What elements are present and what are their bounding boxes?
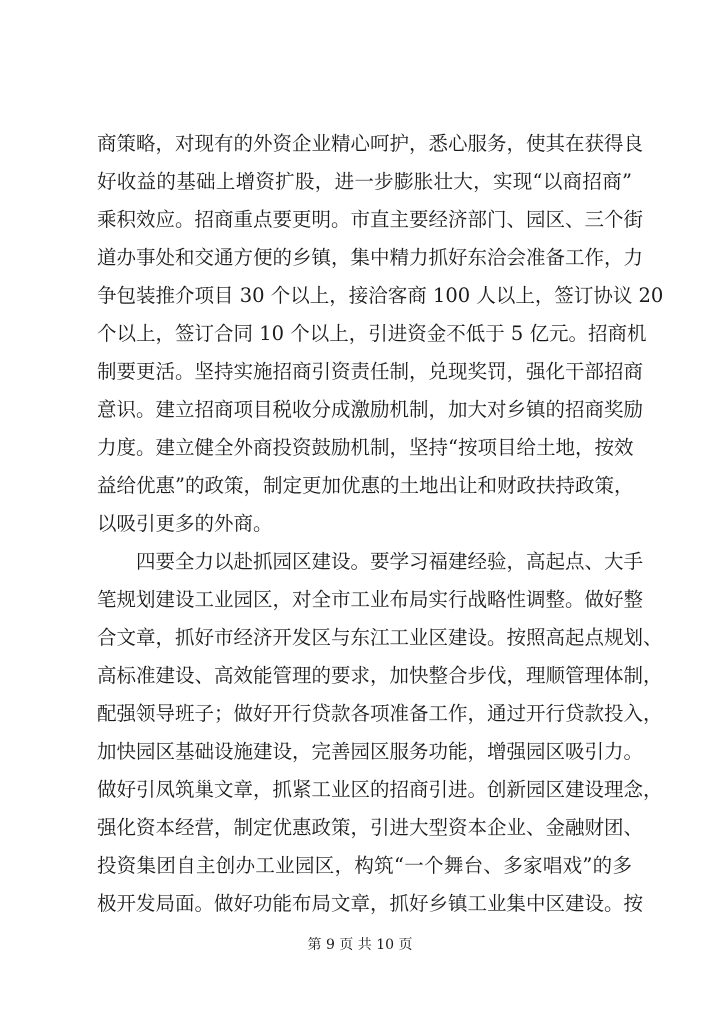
- text-line: 益给优惠”的政策，制定更加优惠的土地出让和财政扶持政策，: [97, 474, 634, 497]
- text-line: 力度。建立健全外商投资鼓励机制，坚持“按项目给土地，按效: [97, 436, 634, 459]
- text-line: 合文章，抓好市经济开发区与东江工业区建设。按照高起点规划、: [97, 626, 663, 649]
- text-line: 意识。建立招商项目税收分成激励机制，加大对乡镇的招商奖励: [97, 398, 644, 421]
- page-footer: 第 9 页 共 10 页: [307, 937, 413, 953]
- text-line: 高标准建设、高效能管理的要求，加快整合步伐，理顺管理体制，: [97, 664, 663, 687]
- text-line: 道办事处和交通方便的乡镇，集中精力抓好东洽会准备工作，力: [97, 246, 644, 269]
- paragraph-first-line: 四要全力以赴抓园区建设。要学习福建经验，高起点、大手: [136, 550, 644, 573]
- text-line: 好收益的基础上增资扩股，进一步膨胀壮大，实现“以商招商”: [97, 170, 632, 193]
- paragraph-end-line: 以吸引更多的外商。: [97, 512, 273, 535]
- text-line: 配强领导班子；做好开行贷款各项准备工作，通过开行贷款投入，: [97, 702, 663, 725]
- text-line: 极开发局面。做好功能布局文章，抓好乡镇工业集中区建设。按: [97, 892, 644, 915]
- text-line: 争包装推介项目 30 个以上，接洽客商 100 人以上，签订协议 20: [97, 284, 664, 307]
- text-line: 制要更活。坚持实施招商引资责任制，兑现奖罚，强化干部招商: [97, 360, 644, 383]
- text-line: 做好引凤筑巢文章，抓紧工业区的招商引进。创新园区建设理念，: [97, 778, 663, 801]
- text-line: 笔规划建设工业园区，对全市工业布局实行战略性调整。做好整: [97, 588, 644, 611]
- text-line: 商策略，对现有的外资企业精心呵护，悉心服务，使其在获得良: [97, 132, 644, 155]
- text-line: 乘积效应。招商重点要更明。市直主要经济部门、园区、三个街: [97, 208, 644, 231]
- text-line: 个以上，签订合同 10 个以上，引进资金不低于 5 亿元。招商机: [97, 322, 647, 345]
- text-line: 投资集团自主创办工业园区，构筑“一个舞台、多家唱戏”的多: [97, 854, 632, 877]
- text-line: 强化资本经营，制定优惠政策，引进大型资本企业、金融财团、: [97, 816, 644, 839]
- text-line: 加快园区基础设施建设，完善园区服务功能，增强园区吸引力。: [97, 740, 644, 763]
